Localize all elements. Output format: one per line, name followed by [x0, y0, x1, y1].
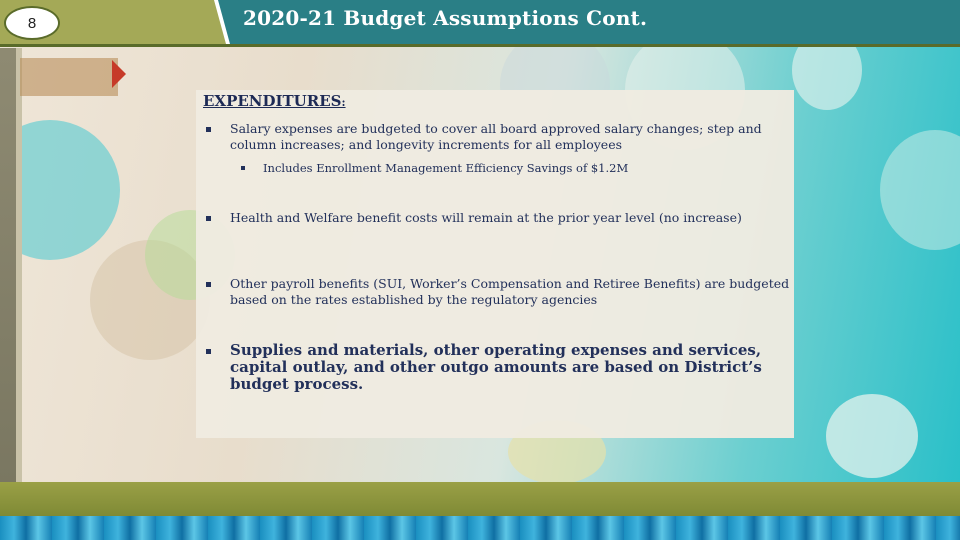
bottom-olive-band [0, 482, 960, 516]
bullet-item: Health and Welfare benefit costs will remain at the prior year level (no increase) [230, 210, 742, 225]
bullet-marker [206, 349, 211, 354]
sub-bullet-item: Includes Enrollment Management Efficiency Savings of $1.2M [263, 161, 629, 175]
left-decor-strip [0, 48, 16, 484]
section-heading-text: EXPENDITURES [203, 92, 342, 110]
section-heading-colon: : [341, 96, 346, 109]
bullet-item: Other payroll benefits (SUI, Worker’s Compensation and Retiree Benefits) are budgeted based on the rates established by the regulatory agencies [230, 276, 790, 307]
bullet-marker [206, 127, 211, 132]
sub-bullet-marker [241, 166, 245, 170]
decorative-bubble [826, 394, 918, 478]
slide-number-badge: 8 [4, 6, 60, 40]
left-decor-strip-light [16, 48, 22, 484]
bullet-item: Salary expenses are budgeted to cover all board approved salary changes; step and column increases; and longevity increments for all employees [230, 121, 762, 152]
bullet-item: Supplies and materials, other operating expenses and services, capital outlay, and other outgo amounts are based on District’s budget process. [230, 341, 762, 393]
bullet-marker [206, 282, 211, 287]
decorative-block [20, 58, 118, 96]
bullet-marker [206, 216, 211, 221]
bottom-water-band [0, 516, 960, 540]
red-arrow-icon [112, 60, 126, 88]
header-divider [0, 44, 960, 47]
section-heading [203, 92, 346, 110]
slide-title: 2020-21 Budget Assumptions Cont. [243, 6, 648, 30]
decorative-bubble [880, 130, 960, 250]
